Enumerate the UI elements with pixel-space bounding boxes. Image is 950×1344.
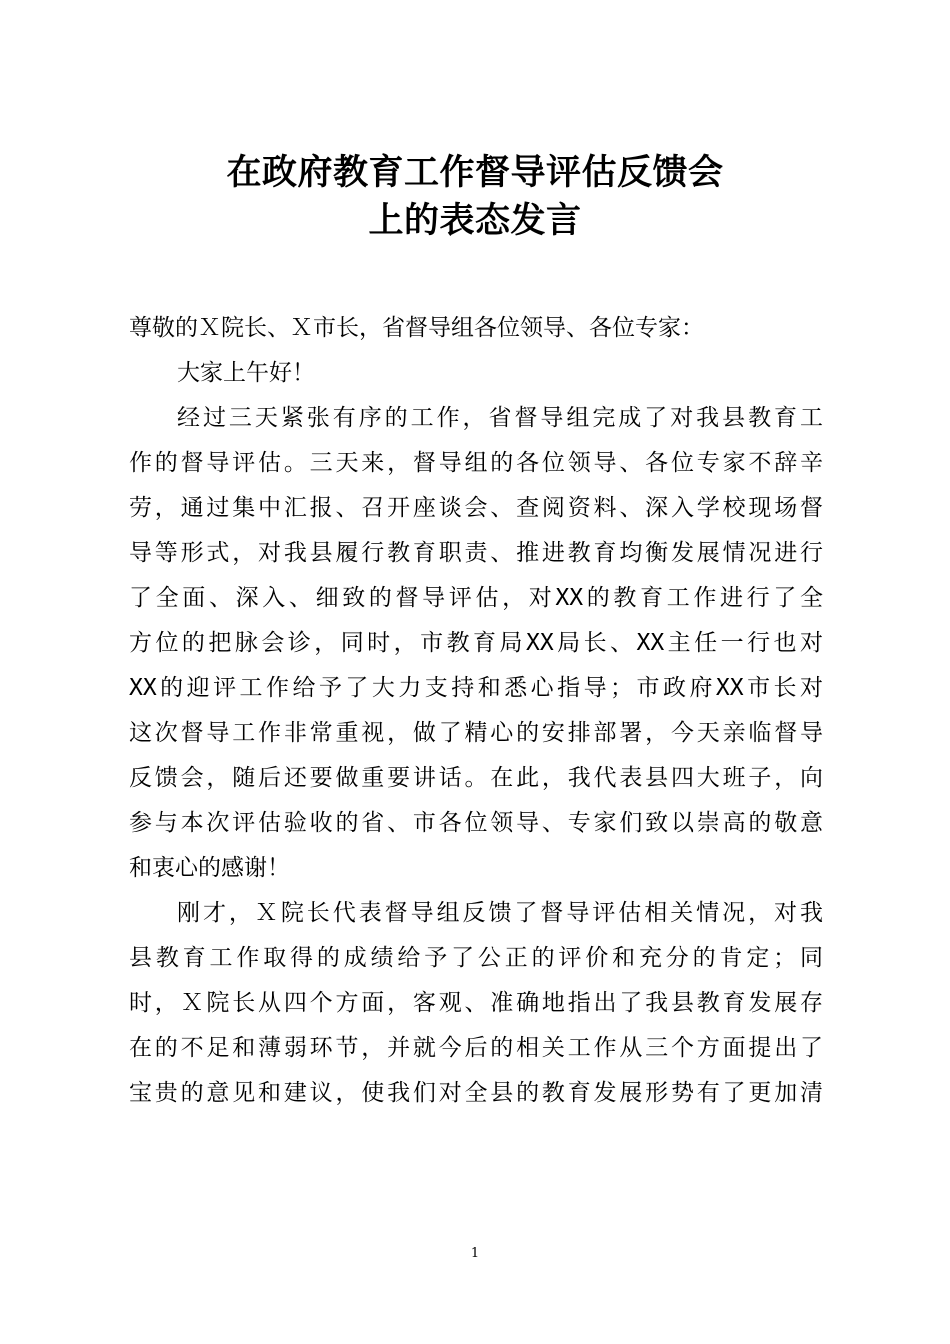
paragraph-2-line: 时，Ｘ院长从四个方面，客观、准确地指出了我县教育发展存 — [129, 990, 823, 1016]
paragraph-1-line: 方位的把脉会诊，同时，市教育局XX局长、XX主任一行也对 — [129, 630, 823, 656]
paragraph-1-line: XX的迎评工作给予了大力支持和悉心指导；市政府XX市长对 — [129, 675, 823, 701]
paragraph-2-line: 刚才，Ｘ院长代表督导组反馈了督导评估相关情况，对我 — [177, 900, 823, 926]
paragraph-2-line: 在的不足和薄弱环节，并就今后的相关工作从三个方面提出了 — [129, 1035, 823, 1061]
greeting: 大家上午好！ — [177, 360, 315, 386]
document-title-line-2: 上的表态发言 — [368, 200, 582, 241]
paragraph-1-line: 了全面、深入、细致的督导评估，对XX的教育工作进行了全 — [129, 585, 823, 611]
paragraph-1-line: 这次督导工作非常重视，做了精心的安排部署，今天亲临督导 — [129, 720, 823, 746]
salutation: 尊敬的Ｘ院长、Ｘ市长，省督导组各位领导、各位专家： — [129, 315, 704, 341]
document-title-line-1: 在政府教育工作督导评估反馈会 — [226, 152, 724, 193]
paragraph-1-line: 和衷心的感谢！ — [129, 855, 290, 881]
paragraph-1-line: 导等形式，对我县履行教育职责、推进教育均衡发展情况进行 — [129, 540, 823, 566]
document-body — [129, 306, 823, 1116]
paragraph-1-line: 劳，通过集中汇报、召开座谈会、查阅资料、深入学校现场督 — [129, 495, 823, 521]
paragraph-2-line: 县教育工作取得的成绩给予了公正的评价和充分的肯定；同 — [129, 945, 823, 971]
paragraph-1-line: 经过三天紧张有序的工作，省督导组完成了对我县教育工 — [177, 405, 823, 431]
paragraph-1-line: 反馈会，随后还要做重要讲话。在此，我代表县四大班子，向 — [129, 765, 823, 791]
page-number: 1 — [470, 1246, 480, 1261]
paragraph-1-line: 参与本次评估验收的省、市各位领导、专家们致以崇高的敬意 — [129, 810, 823, 836]
paragraph-2-line: 宝贵的意见和建议，使我们对全县的教育发展形势有了更加清 — [129, 1080, 823, 1106]
paragraph-1-line: 作的督导评估。三天来，督导组的各位领导、各位专家不辞辛 — [129, 450, 823, 476]
